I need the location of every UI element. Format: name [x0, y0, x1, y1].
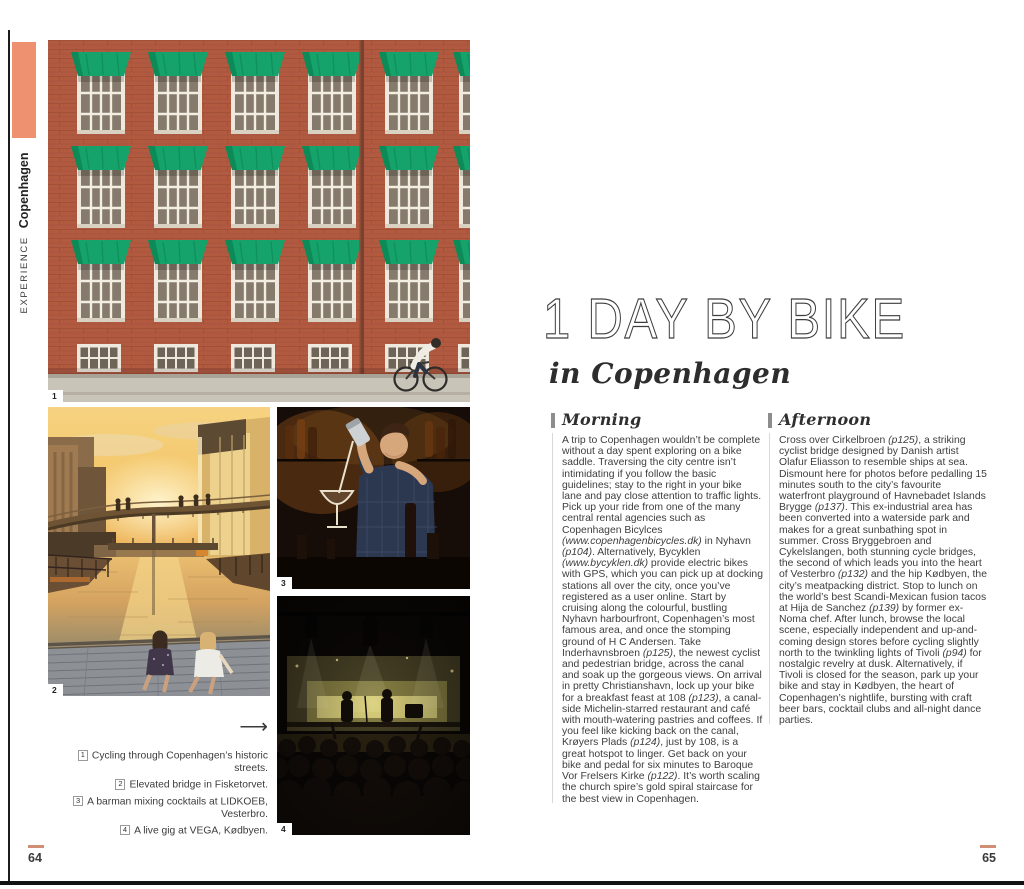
- morning-section: [551, 410, 764, 805]
- figure-caption-2: [56, 779, 268, 792]
- section-accent-bar: [551, 413, 555, 428]
- photo-number-badge: 1: [48, 390, 63, 403]
- spine-label-text: [17, 153, 31, 314]
- photo-brick-building-illustration: [48, 40, 470, 402]
- section-heading-afternoon: Afternoon: [779, 410, 872, 429]
- figure-caption-text: Cycling through Copenhagen’s historic streets.: [91, 750, 268, 774]
- figure-number-key: 2: [115, 779, 125, 790]
- caption-arrow-icon: ⟶: [239, 716, 268, 738]
- photo-barman-illustration: [277, 407, 470, 589]
- figure-caption-list: [56, 750, 268, 842]
- section-rule: [552, 433, 553, 803]
- photo-number-badge: 3: [277, 577, 292, 590]
- photo-live-gig: [277, 596, 470, 835]
- photo-canal-sunset-illustration: [48, 407, 270, 696]
- photo-fisketorvet-bridge: [48, 407, 270, 696]
- figure-caption-text: A live gig at VEGA, Kødbyen.: [134, 825, 268, 837]
- section-body-morning: A trip to Copenhagen wouldn’t be complete without a day spent exploring on a bike saddle. Traversing the city centre isn’t intimidating if you follow the basic guidelines; stay to the right in your bike lane and pay close attention to traffic lights. Pick up your ride from one of the many central rental agencies such as Copenhagen Bicylces (www.copenhagenbicycles.dk) in Nyhavn (p104). Alternatively, Bycyklen (www.bycyklen.dk) provide electric bikes with GPS, which you can pick up at docking stations all over the city, once you’ve registered as a user online. Start by cruising along the colourful, bustling Nyhavn harbourfront, Copenhagen’s most famous area, and once the stomping ground of H C Andersen. Take Inderhavnsbroen (p125), the newest cyclist and pedestrian bridge, across the canal and soak up the gorgeous views. On arrival in pretty Christianshavn, lock up your bike for a breakfast feast at 108 (p123), a canal-side Michelin-starred restaurant and café with mouth-watering pastries and coffees. If you feel like kicking back on the canal, Krøyers Plads (p124), just by 108, is a great hotspot to linger. Get back on your bike and pedal for six minutes to Baroque Vor Frelsers Kirke (p122). It’s worth scaling the church spire’s gold spiral staircase for the best view in Copenhagen.: [562, 435, 763, 805]
- figure-caption-1: [56, 750, 268, 775]
- figure-number-key: 4: [120, 825, 130, 836]
- page-bottom-rule: [0, 881, 1024, 885]
- section-rule: [769, 433, 770, 724]
- article-subtitle: in Copenhagen: [549, 357, 792, 390]
- photo-number-badge: 2: [48, 684, 63, 697]
- section-accent-bar: [768, 413, 772, 428]
- page-number-right-value: 65: [982, 850, 996, 865]
- photo-concert-illustration: [277, 596, 470, 835]
- section-color-tab: [12, 42, 36, 138]
- figure-caption-text: Elevated bridge in Fisketorvet.: [129, 779, 268, 791]
- article-title: 1 DAY BY BIKE: [543, 287, 906, 351]
- photo-number-badge: 4: [277, 823, 292, 836]
- folio-dash: [28, 845, 44, 848]
- spine-chapter-name: Copenhagen: [17, 152, 31, 229]
- figure-caption-3: [56, 796, 268, 821]
- figure-caption-4: [56, 825, 268, 838]
- photo-brick-building-cyclist: [48, 40, 470, 402]
- page-number-left-value: 64: [28, 850, 42, 865]
- section-body-afternoon: Cross over Cirkelbroen (p125), a striking cyclist bridge designed by Danish artist Olafur Eliasson to resemble ships at sea. Dismount here for photos before pedalling 15 minutes south to the city’s favourite waterfront playground of Havnebadet Islands Brygge (p137). This ex-industrial area has been converted into a waterside park and makes for a great sunbathing spot in summer. Cross Bryggebroen and Cykelslangen, both stunning cycle bridges, the second of which leads you into the heart of Vesterbro (p132) and the hip Kødbyen, the city’s meatpacking district. Stop to lunch on the world’s best Scandi-Mexican fusion tacos at Hija de Sanchez (p139) by former ex-Noma chef. After lunch, browse the local scene, especially independent and up-and-coming design stores before cycling slightly north to the twinkling lights of Tivoli (p94) for nostalgic revelry at dusk. Alternatively, if Tivoli is closed for the season, park up your bike and stay in Kødbyen, the heart of Copenhagen’s nightlife, bursting with craft beer bars, cocktail clubs and all-night dance parties.: [779, 435, 987, 727]
- spine-section-name: EXPERIENCE: [18, 236, 30, 314]
- spine-label: [4, 143, 44, 323]
- figure-number-key: 3: [73, 796, 83, 807]
- section-heading-morning: Morning: [562, 410, 642, 429]
- photo-barman-cocktails: [277, 407, 470, 589]
- folio-dash: [980, 845, 996, 848]
- page-number-right: [980, 845, 996, 865]
- page-number-left: [28, 845, 44, 865]
- figure-number-key: 1: [78, 750, 88, 761]
- figure-caption-text: A barman mixing cocktails at LIDKOEB, Vesterbro.: [87, 796, 268, 820]
- afternoon-section: [768, 410, 987, 726]
